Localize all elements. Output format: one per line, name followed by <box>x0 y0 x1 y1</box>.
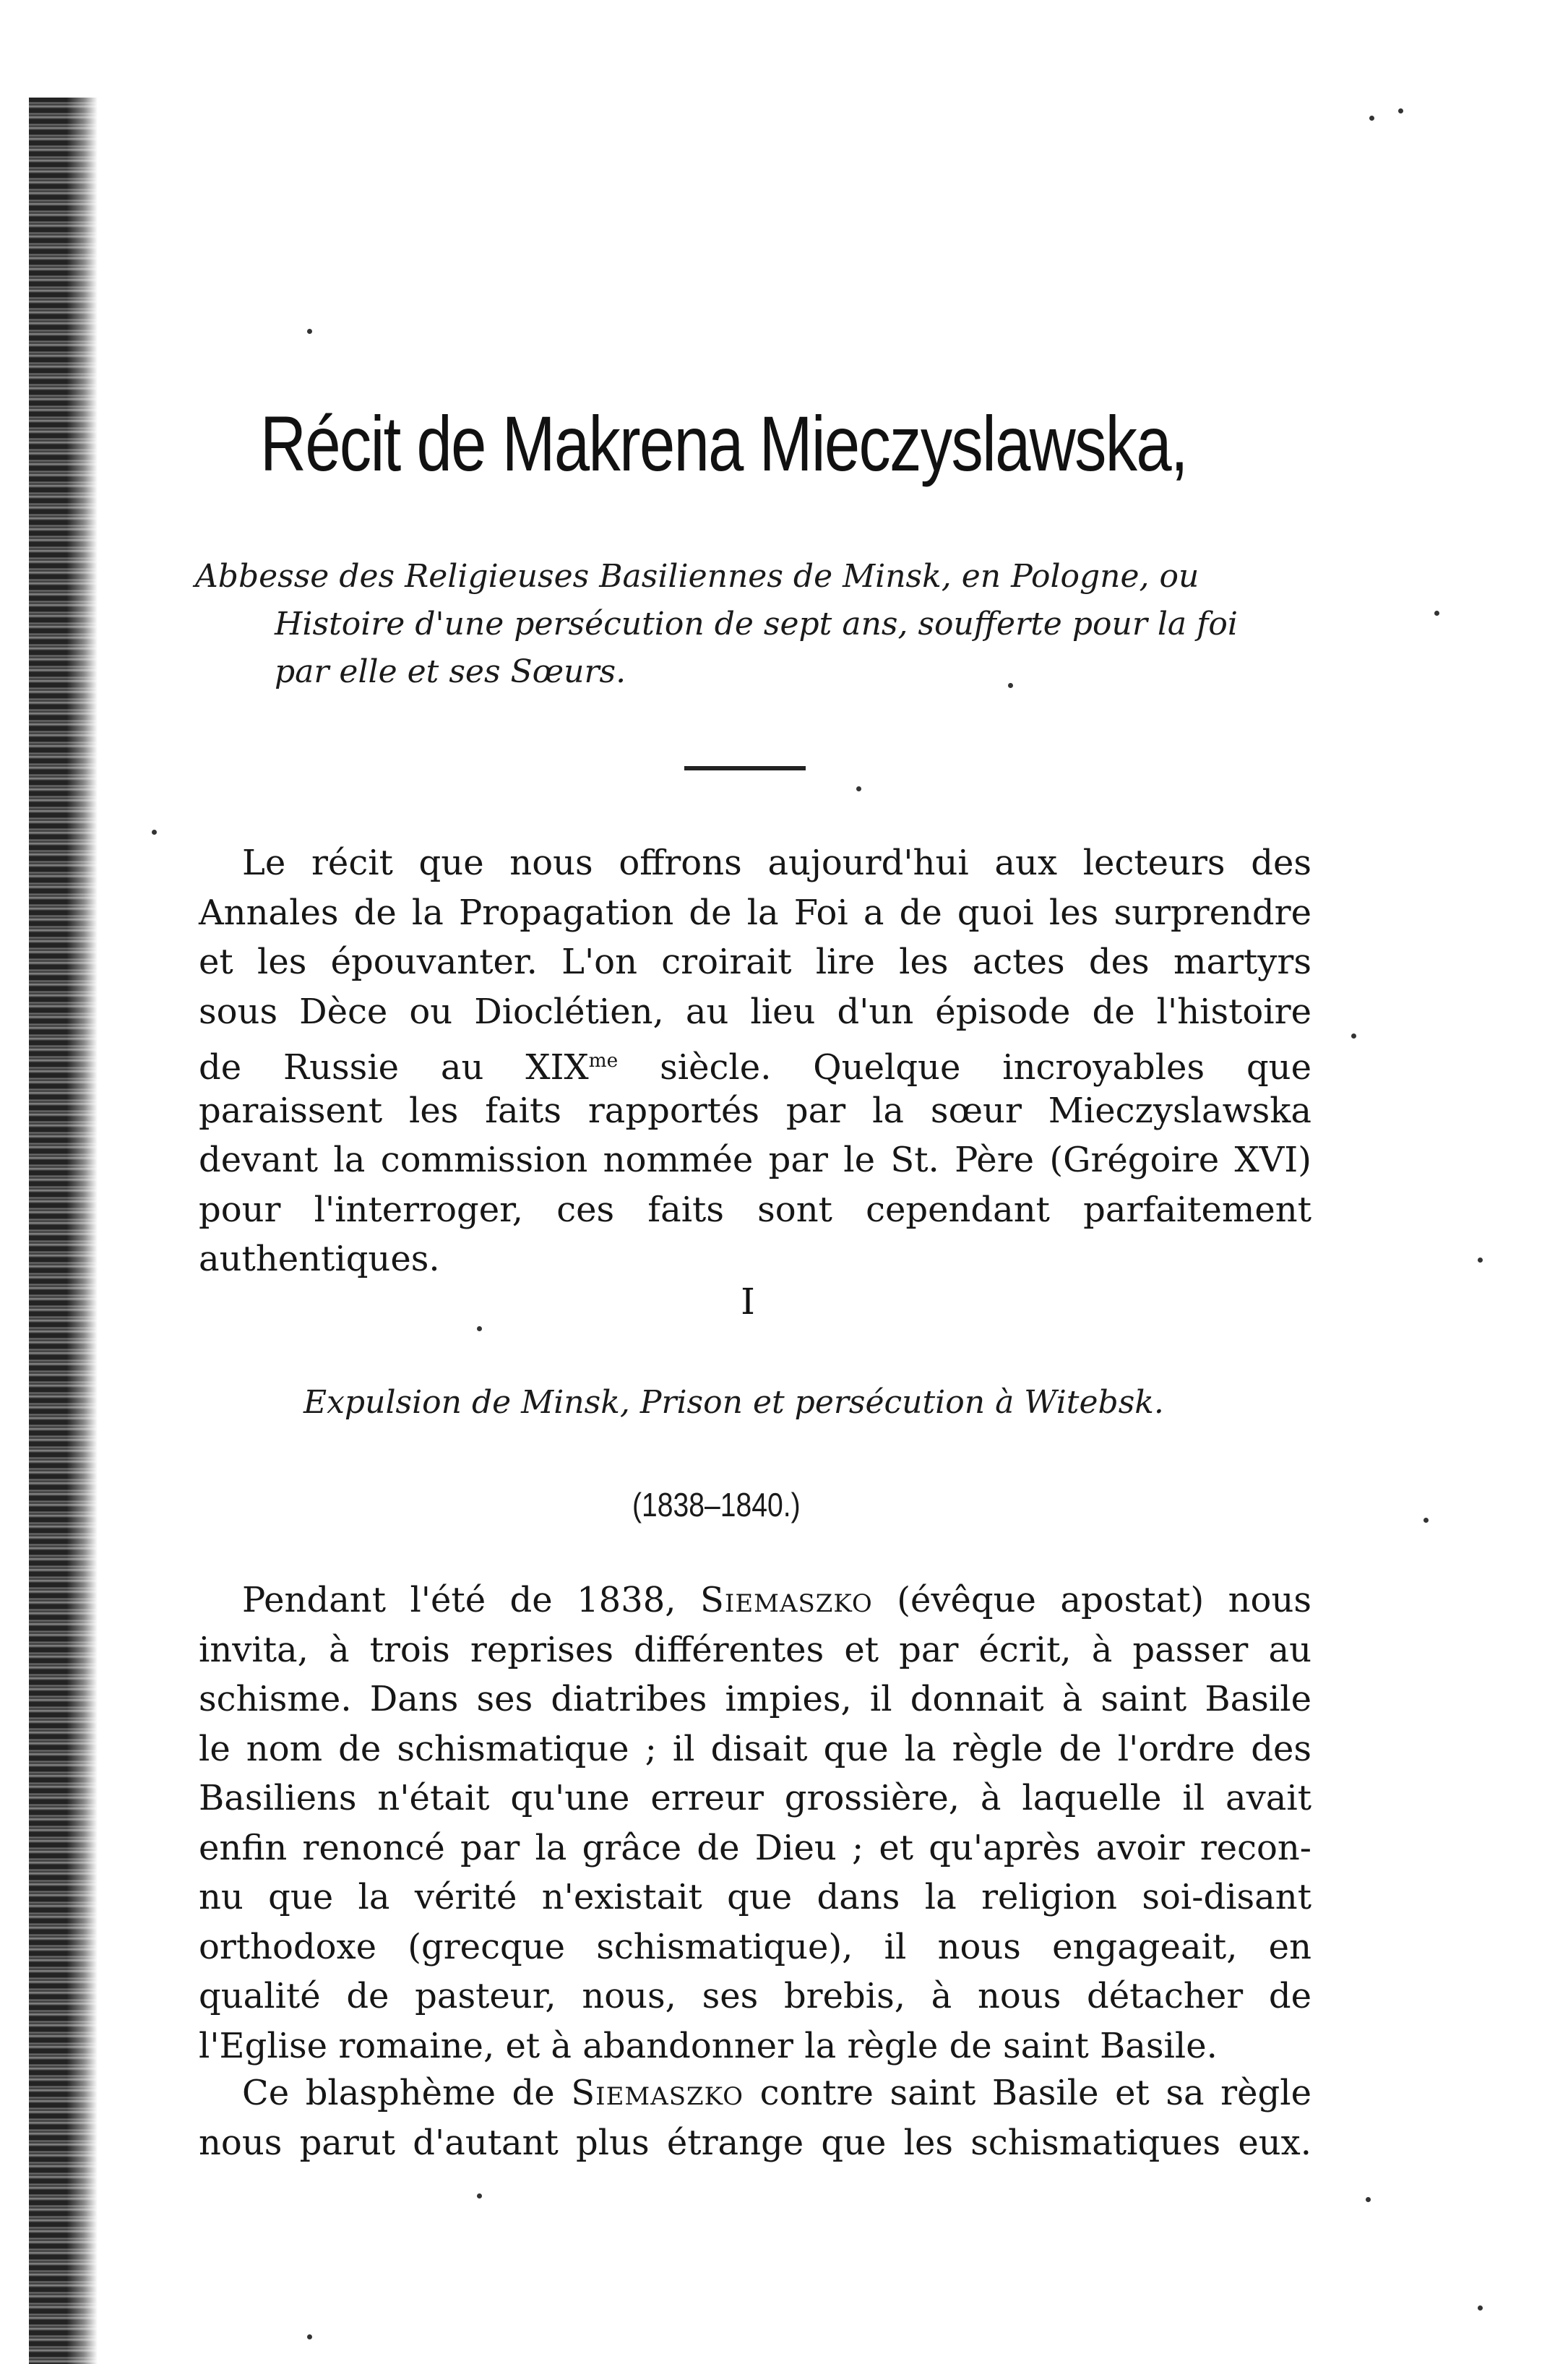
text-line: qualité de pasteur, nous, ses brebis, à nous détacher de <box>199 1976 1311 2016</box>
subtitle-line: par elle et ses Sœurs. <box>275 653 626 690</box>
text-line: Le récit que nous offrons aujourd'hui aux lecteurs des <box>242 843 1311 883</box>
text-line: le nom de schismatique ; il disait que la règle de l'ordre des <box>199 1728 1311 1769</box>
scan-speck <box>1366 2197 1371 2202</box>
text-line: paraissent les faits rapportés par la sœur Mieczyslawska <box>199 1090 1311 1131</box>
text-fragment: Ce blasphème de <box>242 2073 572 2113</box>
page-title: Récit de Makrena Mieczyslawska, <box>260 400 1187 487</box>
scan-speck <box>477 2193 482 2198</box>
scan-speck <box>1351 1033 1356 1039</box>
century-text-before: de Russie au XIX <box>199 1047 589 1088</box>
text-line: pour l'interroger, ces faits sont cependant parfaitement <box>199 1189 1311 1230</box>
person-name: Siemaszko <box>571 2073 744 2113</box>
text-line <box>199 1036 1311 1086</box>
scan-speck <box>856 786 861 791</box>
scan-speck <box>307 329 312 334</box>
text-line: nu que la vérité n'existait que dans la religion soi-disant <box>199 1877 1311 1917</box>
scan-speck <box>1434 611 1439 616</box>
century-text-after: siècle. Quelque incroyables que <box>618 1047 1311 1088</box>
text-fragment: Pendant l'été de 1838, <box>242 1580 701 1620</box>
section-dates: (1838–1840.) <box>632 1486 801 1523</box>
subtitle-line: Abbesse des Religieuses Basiliennes de Minsk, en Pologne, ou <box>195 558 1199 595</box>
scan-speck <box>1398 108 1403 113</box>
text-line: nous parut d'autant plus étrange que les schismatiques eux. <box>199 2122 1311 2163</box>
text-line: Annales de la Propagation de la Foi a de quoi les surprendre <box>199 892 1311 933</box>
text-fragment: (évêque apostat) nous <box>872 1580 1312 1620</box>
text-line: et les épouvanter. L'on croirait lire les actes des martyrs <box>199 942 1311 982</box>
text-line: sous Dèce ou Dioclétien, au lieu d'un épisode de l'histoire <box>199 991 1311 1032</box>
text-line: l'Eglise romaine, et à abandonner la règle de saint Basile. <box>199 2025 1218 2066</box>
scan-speck <box>1478 2305 1483 2311</box>
scan-speck <box>152 830 157 835</box>
book-binding-edge <box>29 98 98 2364</box>
text-line: Basiliens n'était qu'une erreur grossière, à laquelle il avait <box>199 1778 1311 1818</box>
text-line: orthodoxe (grecque schismatique), il nous engageait, en <box>199 1926 1311 1967</box>
text-line: enfin renoncé par la grâce de Dieu ; et qu'après avoir recon- <box>199 1827 1311 1868</box>
scan-speck <box>1008 683 1013 688</box>
section-divider <box>684 766 806 770</box>
section-number: I <box>741 1281 755 1323</box>
text-line: invita, à trois reprises différentes et par écrit, à passer au <box>199 1629 1311 1670</box>
text-line: devant la commission nommée par le St. Père (Grégoire XVI) <box>199 1140 1311 1180</box>
text-line: authentiques. <box>199 1239 440 1279</box>
subtitle <box>195 553 1308 696</box>
text-line <box>199 1576 1311 1625</box>
text-fragment: contre saint Basile et sa règle <box>744 2073 1311 2113</box>
scan-speck <box>307 2334 312 2339</box>
subtitle-line: Histoire d'une persécution de sept ans, soufferte pour la foi <box>275 606 1238 642</box>
paragraph-blaspheme <box>199 2068 1311 2167</box>
text-line <box>199 2068 1311 2118</box>
text-line: schisme. Dans ses diatribes impies, il donnait à saint Basile <box>199 1679 1311 1719</box>
scan-speck <box>1369 116 1374 121</box>
intro-paragraph <box>199 838 1311 1284</box>
person-name: Siemaszko <box>700 1580 873 1620</box>
scan-speck <box>477 1326 482 1331</box>
century-superscript: me <box>588 1049 619 1072</box>
paragraph-1838 <box>199 1576 1311 2071</box>
scan-speck <box>1423 1518 1429 1523</box>
scan-speck <box>1478 1258 1483 1263</box>
section-title: Expulsion de Minsk, Prison et persécution à Witebsk. <box>303 1384 1164 1421</box>
